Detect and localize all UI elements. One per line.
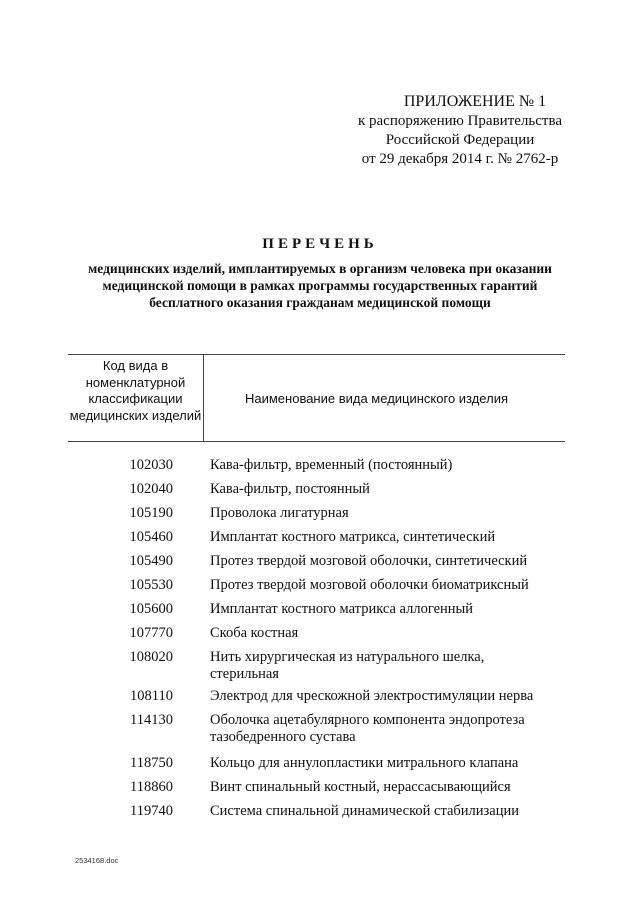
appendix-line-3: от 29 декабря 2014 г. № 2762-р	[361, 151, 559, 167]
row-name: Скоба костная	[210, 625, 299, 641]
table-row	[68, 505, 565, 529]
row-code: 102040	[129, 481, 173, 497]
appendix-line-2: Российской Федерации	[385, 132, 535, 148]
row-code: 102030	[129, 457, 173, 473]
row-name: Электрод для чрескожной электростимуляции нерва	[210, 688, 534, 704]
row-code: 105530	[129, 577, 173, 593]
row-name: Кава-фильтр, постоянный	[210, 481, 370, 497]
table-body	[68, 457, 565, 827]
row-code: 105600	[129, 601, 173, 617]
row-code: 105490	[129, 553, 173, 569]
table-row	[68, 529, 565, 553]
appendix-line-1: к распоряжению Правительства	[357, 113, 562, 129]
table-row	[68, 601, 565, 625]
table-header	[68, 354, 565, 442]
appendix-header	[300, 92, 620, 169]
row-code: 105190	[129, 505, 173, 521]
devices-table	[68, 354, 565, 819]
row-code: 108110	[130, 688, 173, 704]
header-name: Наименование вида медицинского изделия	[244, 390, 508, 406]
row-code: 118750	[130, 755, 173, 771]
row-name: Система спинальной динамической стабилизации	[210, 803, 519, 819]
table-row	[68, 803, 565, 827]
row-code: 107770	[129, 625, 173, 641]
header-code: Код вида в номенклатурной классификации медицинских изделий	[68, 355, 204, 441]
row-name: Кава-фильтр, временный (постоянный)	[210, 457, 453, 473]
table-row	[68, 688, 565, 712]
table-row	[68, 649, 565, 688]
row-name: Винт спинальный костный, нерассасывающийся	[210, 779, 511, 795]
table-row	[68, 712, 565, 755]
row-code: 105460	[129, 529, 173, 545]
table-row	[68, 457, 565, 481]
table-row	[68, 779, 565, 803]
table-row	[68, 481, 565, 505]
row-code: 108020	[129, 649, 173, 665]
row-name: Оболочка ацетабулярного компонента эндопротеза тазобедренного сустава	[210, 712, 525, 745]
row-name: Нить хирургическая из натурального шелка, стерильная	[210, 649, 485, 682]
document-title: ПЕРЕЧЕНЬ	[262, 236, 378, 252]
row-code: 119740	[130, 803, 173, 819]
row-code: 114130	[130, 712, 173, 728]
row-name: Протез твердой мозговой оболочки, синтетический	[210, 553, 528, 569]
table-row	[68, 755, 565, 779]
table-row	[68, 553, 565, 577]
row-code: 118860	[130, 779, 173, 795]
row-name: Протез твердой мозговой оболочки биоматриксный	[210, 577, 529, 593]
row-name: Проволока лигатурная	[210, 505, 349, 521]
footer-filename: 2534168.doc	[75, 856, 119, 865]
row-name: Кольцо для аннулопластики митрального клапана	[210, 755, 519, 771]
document-subtitle: медицинских изделий, имплантируемых в организм человека при оказании медицинской помощи в рамках программы государственных гарантий бесплатного оказания гражданам медицинской помощи	[88, 261, 552, 310]
row-name: Имплантат костного матрикса аллогенный	[210, 601, 474, 617]
table-row	[68, 577, 565, 601]
row-name: Имплантат костного матрикса, синтетический	[210, 529, 496, 545]
table-row	[68, 625, 565, 649]
appendix-title: ПРИЛОЖЕНИЕ № 1	[403, 93, 547, 110]
